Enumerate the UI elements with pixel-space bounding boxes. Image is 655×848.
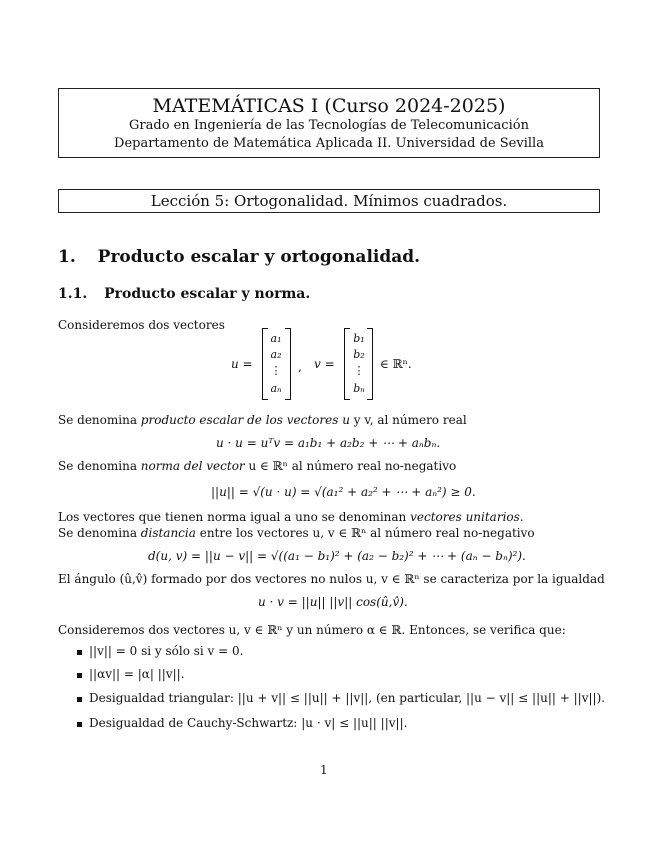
norm-def-post: u ∈ ℝⁿ al número real no-negativo xyxy=(244,459,457,473)
department-line: Departamento de Matemática Aplicada II. Universidad de Sevilla xyxy=(114,136,544,151)
unit-vectors-definition xyxy=(58,510,524,525)
vector-comma: , xyxy=(298,360,302,374)
bullet xyxy=(77,697,82,702)
unit-def-term: vectores unitarios xyxy=(410,510,520,524)
subsection-title: Producto escalar y norma. xyxy=(104,286,311,302)
dot-def-term: producto escalar de los vectores u xyxy=(140,413,350,427)
dist-def-post: entre los vectores u, v ∈ ℝⁿ al número real no-negativo xyxy=(195,526,535,540)
vector-space-suffix: ∈ ℝⁿ. xyxy=(380,357,412,371)
page-number: 1 xyxy=(320,763,328,777)
property-item: Desigualdad de Cauchy-Schwartz: |u · v| ≤ ||u|| ||v||. xyxy=(89,716,408,730)
u-entry: a₁ xyxy=(270,332,282,345)
bullet xyxy=(77,722,82,727)
u-entry: aₙ xyxy=(270,382,282,395)
angle-definition: El ángulo (û,v̂) formado por dos vectores no nulos u, v ∈ ℝⁿ se caracteriza por la igualdad xyxy=(58,572,605,586)
u-entry: ⋮ xyxy=(270,364,282,377)
dist-def-pre: Se denomina xyxy=(58,526,141,540)
header-box xyxy=(58,88,600,158)
section-heading xyxy=(58,247,420,267)
section-number: 1. xyxy=(58,247,76,267)
property-item: Desigualdad triangular: ||u + v|| ≤ ||u|| + ||v||, (en particular, ||u − v|| ≤ ||u|| + ||v||). xyxy=(89,691,606,705)
distance-definition xyxy=(58,526,535,541)
dot-product-definition xyxy=(58,413,467,428)
u-label: u = xyxy=(231,357,253,371)
section-title: Producto escalar y ortogonalidad. xyxy=(97,247,421,267)
distance-formula: d(u, v) = ||u − v|| = √((a₁ − b₁)² + (a₂ − b₂)² + ⋯ + (aₙ − bₙ)²). xyxy=(148,549,526,563)
intro-text: Consideremos dos vectores xyxy=(58,318,225,332)
u-entry: a₂ xyxy=(270,348,282,361)
property-item: ||v|| = 0 si y sólo si v = 0. xyxy=(89,644,244,658)
angle-formula: u · v = ||u|| ||v|| cos(û,v̂). xyxy=(258,595,408,609)
subsection-number: 1.1. xyxy=(58,286,88,302)
unit-def-post: . xyxy=(519,510,524,524)
bullet xyxy=(77,673,82,678)
norm-def-pre: Se denomina xyxy=(58,459,141,473)
dist-def-term: distancia xyxy=(140,526,196,540)
norm-def-term: norma del vector xyxy=(140,459,245,473)
dot-def-post: y v, al número real xyxy=(349,413,467,427)
u-right-bracket xyxy=(285,328,291,400)
v-right-bracket xyxy=(367,328,373,400)
document-title: MATEMÁTICAS I (Curso 2024-2025) xyxy=(152,95,506,117)
v-entry: ⋮ xyxy=(353,364,365,377)
properties-intro: Consideremos dos vectores u, v ∈ ℝⁿ y un número α ∈ ℝ. Entonces, se verifica que: xyxy=(58,623,566,637)
v-entry: bₙ xyxy=(353,382,365,395)
v-label: v = xyxy=(314,357,335,371)
dot-product-formula: u · u = uᵀv = a₁b₁ + a₂b₂ + ⋯ + aₙbₙ. xyxy=(216,436,441,450)
lesson-title: Lección 5: Ortogonalidad. Mínimos cuadrados. xyxy=(150,192,508,210)
dot-def-pre: Se denomina xyxy=(58,413,141,427)
bullet xyxy=(77,650,82,655)
property-item: ||αv|| = |α| ||v||. xyxy=(89,667,185,681)
v-entry: b₂ xyxy=(353,348,365,361)
v-entry: b₁ xyxy=(353,332,365,345)
unit-def-pre: Los vectores que tienen norma igual a uno se denominan xyxy=(58,510,411,524)
subsection-heading xyxy=(58,286,310,302)
norm-definition xyxy=(58,459,456,474)
lesson-box xyxy=(58,189,600,213)
degree-line: Grado en Ingeniería de las Tecnologías de Telecomunicación xyxy=(129,118,529,133)
norm-formula: ||u|| = √(u · u) = √(a₁² + a₂² + ⋯ + aₙ²) ≥ 0. xyxy=(211,485,476,499)
